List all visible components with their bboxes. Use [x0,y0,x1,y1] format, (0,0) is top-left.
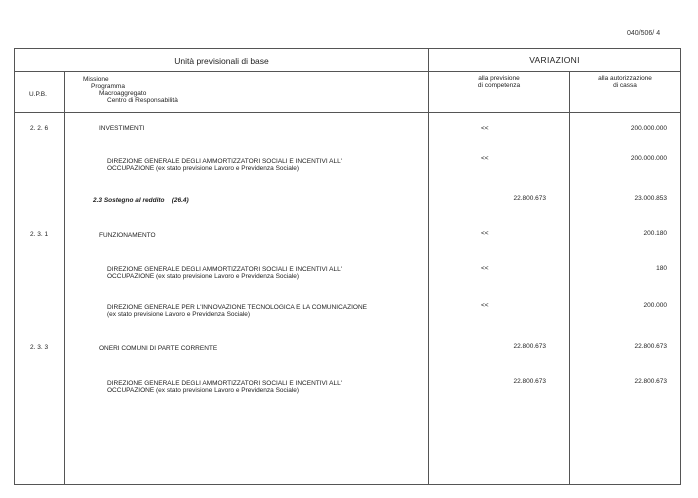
row-description: OCCUPAZIONE (ex stato previsione Lavoro e Previdenza Sociale) [107,273,300,280]
cassa-value: 22.800.673 [634,343,667,350]
variazioni-heading: VARIAZIONI [529,55,580,65]
competenza-value: << [481,125,489,132]
cassa-value: 200.000.000 [630,125,667,132]
cassa-value: 200.000 [643,302,667,309]
row-description: OCCUPAZIONE (ex stato previsione Lavoro e Previdenza Sociale) [107,387,300,394]
cassa-header-line2: di cassa [613,82,637,89]
page-code: 040/506/ 4 [627,30,661,37]
upb-code: 2. 3. 1 [30,231,49,238]
upb-code: 2. 2. 6 [30,125,49,132]
table-title: Unità previsionali di base [174,56,269,66]
cassa-value: 23.000.853 [634,195,667,202]
column-divider-upb [64,71,65,484]
cassa-value: 180 [656,265,667,272]
header-divider-bottom [15,112,680,113]
row-description: INVESTIMENTI [99,125,145,132]
cassa-header-line1: alla autorizzazione [598,75,652,82]
cassa-value: 200.180 [643,230,667,237]
competenza-value: 22.800.673 [513,195,546,202]
row-description: DIREZIONE GENERALE DEGLI AMMORTIZZATORI SOCIALI E INCENTIVI ALL' [107,158,342,165]
hierarchy-macroaggregato: Macroaggregato [99,90,147,97]
competenza-value: << [481,230,489,237]
upb-code: 2. 3. 3 [30,344,49,351]
hierarchy-programma: Programma [91,83,125,90]
budget-table [14,48,681,485]
cassa-value: 200.000.000 [630,155,667,162]
competenza-value: 22.800.673 [513,378,546,385]
competenza-value: << [481,265,489,272]
row-description: 2.3 Sostegno al reddito (26.4) [93,197,189,204]
hierarchy-missione: Missione [83,76,109,83]
column-divider-variazioni [428,49,429,484]
row-description: DIREZIONE GENERALE DEGLI AMMORTIZZATORI SOCIALI E INCENTIVI ALL' [107,266,342,273]
row-description: DIREZIONE GENERALE DEGLI AMMORTIZZATORI SOCIALI E INCENTIVI ALL' [107,380,342,387]
competenza-value: << [481,155,489,162]
competenza-header-line1: alla previsione [478,75,520,82]
row-description: OCCUPAZIONE (ex stato previsione Lavoro e Previdenza Sociale) [107,165,300,172]
row-description: ONERI COMUNI DI PARTE CORRENTE [99,345,218,352]
upb-column-header: U.P.B. [29,91,47,98]
competenza-value: << [481,302,489,309]
row-description: (ex stato previsione Lavoro e Previdenza Sociale) [107,311,251,318]
row-description: FUNZIONAMENTO [99,232,156,239]
competenza-header-line2: di competenza [477,82,521,89]
competenza-value: 22.800.673 [513,343,546,350]
row-description: DIREZIONE GENERALE PER L'INNOVAZIONE TECNOLOGICA E LA COMUNICAZIONE [107,304,367,311]
hierarchy-centro: Centro di Responsabilità [107,97,178,104]
cassa-value: 22.800.673 [634,378,667,385]
header-divider-top [15,71,680,72]
